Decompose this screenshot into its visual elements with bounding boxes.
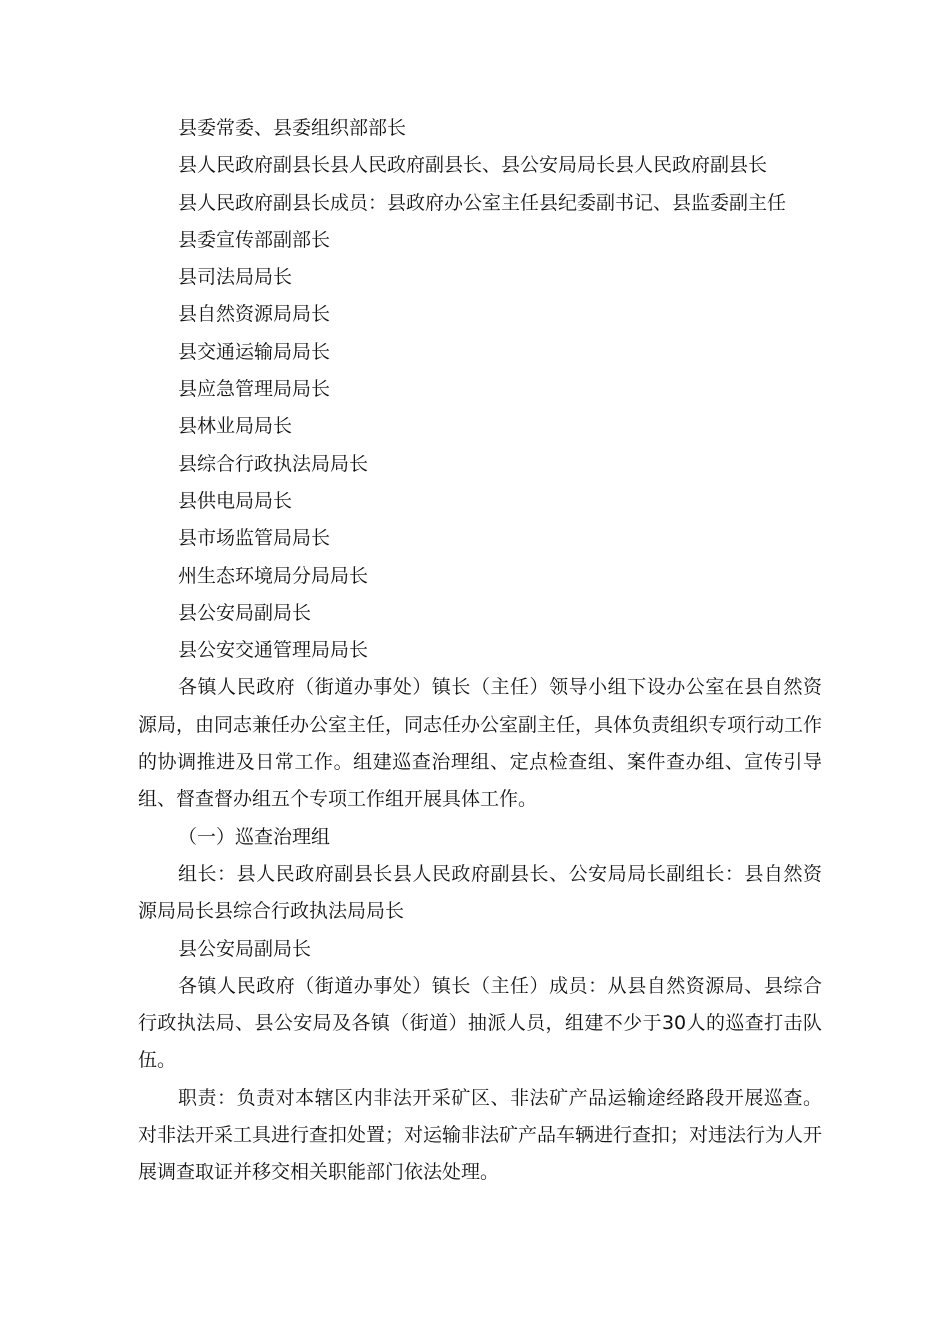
member-line: 县人民政府副县长成员：县政府办公室主任县纪委副书记、县监委副主任 <box>178 191 787 214</box>
member-line: 县林业局局长 <box>178 415 293 438</box>
member-line: 县交通运输局局长 <box>178 340 331 363</box>
member-line: 县委宣传部副部长 <box>178 228 331 251</box>
member-line: 县应急管理局局长 <box>178 378 331 401</box>
section-heading: （一）巡查治理组 <box>178 825 331 848</box>
duties-paragraph: 职责：负责对本辖区内非法开采矿区、非法矿产品运输途经路段开展巡查。对非法开采工具进行查扣处置；对运输非法矿产品车辆进行查扣；对违法行为人开展调查取证并移交相关职能部门依法处理。 <box>138 1086 823 1184</box>
member-line: 县委常委、县委组织部部长 <box>178 117 407 139</box>
group-leader-paragraph: 组长：县人民政府副县长县人民政府副县长、公安局局长副组长：县自然资源局局长县综合行政执法局局长 <box>138 862 822 923</box>
deputy-line: 县公安局副局长 <box>178 937 312 960</box>
member-line: 县自然资源局局长 <box>178 303 331 326</box>
group-members-paragraph: 各镇人民政府（街道办事处）镇长（主任）成员：从县自然资源局、县综合行政执法局、县公安局及各镇（街道）抽派人员，组建不少于30人的巡查打击队伍。 <box>138 974 822 1072</box>
member-line: 县供电局局长 <box>178 489 293 512</box>
member-line: 县司法局局长 <box>178 266 293 289</box>
document-body <box>138 110 822 1192</box>
member-line: 县公安局副局长 <box>178 601 312 624</box>
member-line: 县综合行政执法局局长 <box>178 452 369 475</box>
office-paragraph: 各镇人民政府（街道办事处）镇长（主任）领导小组下设办公室在县自然资源局，由同志兼任办公室主任，同志任办公室副主任，具体负责组织专项行动工作的协调推进及日常工作。组建巡查治理组、定点检查组、案件查办组、宣传引导组、督查督办组五个专项工作组开展具体工作。 <box>138 676 823 811</box>
member-line: 州生态环境局分局局长 <box>178 564 369 587</box>
member-line: 县人民政府副县长县人民政府副县长、县公安局局长县人民政府副县长 <box>178 154 768 177</box>
member-line: 县公安交通管理局局长 <box>178 639 369 662</box>
member-line: 县市场监管局局长 <box>178 527 331 550</box>
